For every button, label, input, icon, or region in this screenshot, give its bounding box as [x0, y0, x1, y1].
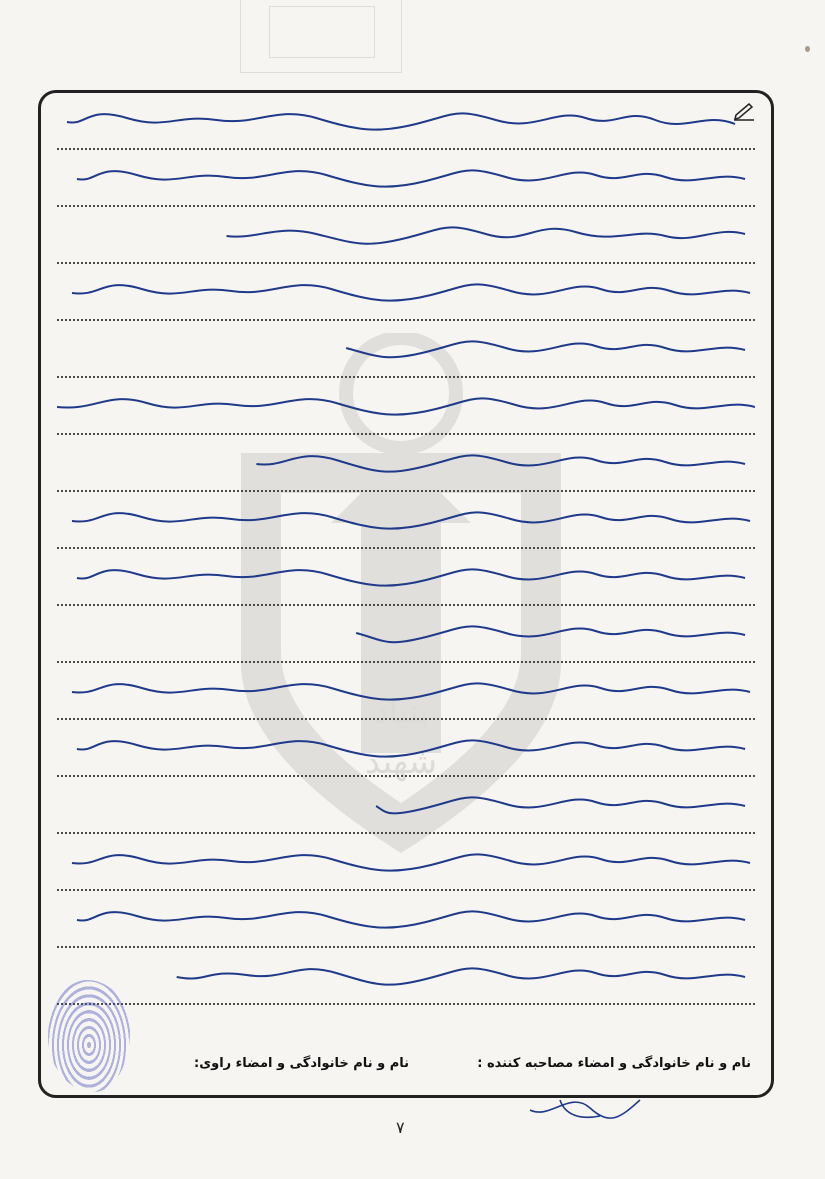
- line-3: [57, 207, 755, 264]
- line-2: [57, 150, 755, 207]
- line-7: [57, 435, 755, 492]
- line-6: [57, 378, 755, 435]
- line-5: [57, 321, 755, 378]
- page-frame: [38, 90, 774, 1098]
- top-stamp: [240, 0, 402, 73]
- thumbprint: [48, 980, 130, 1092]
- signature-footer: [41, 1048, 771, 1088]
- line-14: [57, 834, 755, 891]
- ink-speck: [805, 46, 810, 52]
- line-4: [57, 264, 755, 321]
- line-11: [57, 663, 755, 720]
- page-number: ۷: [396, 1118, 405, 1137]
- watermark-word-2: شهید: [364, 742, 438, 782]
- watermark-word-1: بنیاد: [373, 692, 429, 732]
- narrator-signature-label: نام و نام خانوادگی و امضاء راوی:: [194, 1056, 409, 1071]
- handwritten-text-area: [41, 93, 771, 1043]
- line-8: [57, 492, 755, 549]
- line-13: [57, 777, 755, 834]
- line-16: [57, 948, 755, 1005]
- line-9: [57, 549, 755, 606]
- line-15: [57, 891, 755, 948]
- line-1: [57, 93, 755, 150]
- interviewer-signature-label: نام و نام خانوادگی و امضاء مصاحبه کننده :: [477, 1056, 751, 1071]
- signature: [520, 1080, 650, 1125]
- line-12: [57, 720, 755, 777]
- line-10: [57, 606, 755, 663]
